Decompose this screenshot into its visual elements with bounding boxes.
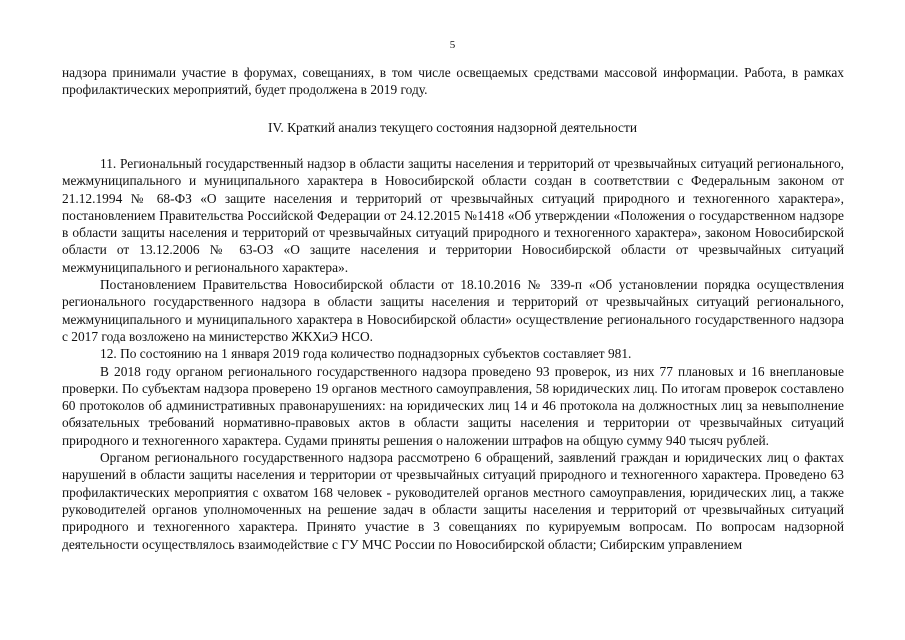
paragraph-appeals: Органом регионального государственного надзора рассмотрено 6 обращений, заявлений граждан и юридических лиц о фактах нарушений в области защиты населения и территории от чрезвычайных ситуаций природного и техногенного характера. Проведено 63 профилактических мероприятия с охватом 168 человек - руководителей органов местного самоуправления, юридических лиц, а также руководителей органов уполномоченных на решение задач в области защиты населения и территорий от чрезвычайных ситуаций природного и техногенного характера. Принято участие в 3 совещаниях по курируемым вопросам. По вопросам надзорной деятельности осуществлялось взаимодействие с ГУ МЧС России по Новосибирской области; Сибирским управлением <box>62 450 844 552</box>
paragraph-inspections-2018: В 2018 году органом регионального государственного надзора проведено 93 проверок, из них 77 плановых и 16 внеплановые проверки. По субъектам надзора проверено 19 органов местного самоуправления, 58 юридических лиц. По итогам проверок составлено 60 протоколов об административных правонарушениях: на юридических лиц 14 и 46 протокола на должностных лиц за невыполнение обязательных требований нормативно-правовых актов в области защиты населения и территории от чрезвычайных ситуаций природного и техногенного характера. Судами приняты решения о наложении штрафов на общую сумму 940 тысяч рублей. <box>62 363 844 448</box>
paragraph-11: 11. Региональный государственный надзор в области защиты населения и территорий от чрезвычайных ситуаций регионального, межмуниципального и муниципального характера в Новосибирской области создан в соответствии с Федеральным законом от 21.12.1994 № 68-ФЗ «О защите населения и территорий от чрезвычайных ситуаций природного и техногенного характера», постановлением Правительства Российской Федерации от 24.12.2015 №1418 «Об утверждении «Положения о государственном надзоре в области защиты населения и территорий от чрезвычайных ситуаций природного и техногенного характера», законом Новосибирской области от 13.12.2006 № 63-ОЗ «О защите населения и территории Новосибирской области от чрезвычайных ситуаций межмуниципального и регионального характера». <box>62 156 844 275</box>
paragraph-12: 12. По состоянию на 1 января 2019 года количество поднадзорных субъектов составляет 981. <box>100 346 632 362</box>
body-text <box>62 155 844 553</box>
section-heading: IV. Краткий анализ текущего состояния надзорной деятельности <box>267 120 638 135</box>
paragraph-resolution: Постановлением Правительства Новосибирской области от 18.10.2016 № 339-п «Об установлении порядка осуществления регионального государственного надзора в области защиты населения и территорий от чрезвычайных ситуаций регионального, межмуниципального и муниципального характера в Новосибирской области» осуществление регионального государственного надзора с 2017 года возложено на министерство ЖКХиЭ НСО. <box>62 277 844 344</box>
intro-paragraph: надзора принимали участие в форумах, совещаниях, в том числе освещаемых средствами массовой информации. Работа, в рамках профилактических мероприятий, будет продолжена в 2019 году. <box>62 65 844 98</box>
page-number: 5 <box>449 39 456 51</box>
intro-paragraph-block <box>62 64 844 99</box>
